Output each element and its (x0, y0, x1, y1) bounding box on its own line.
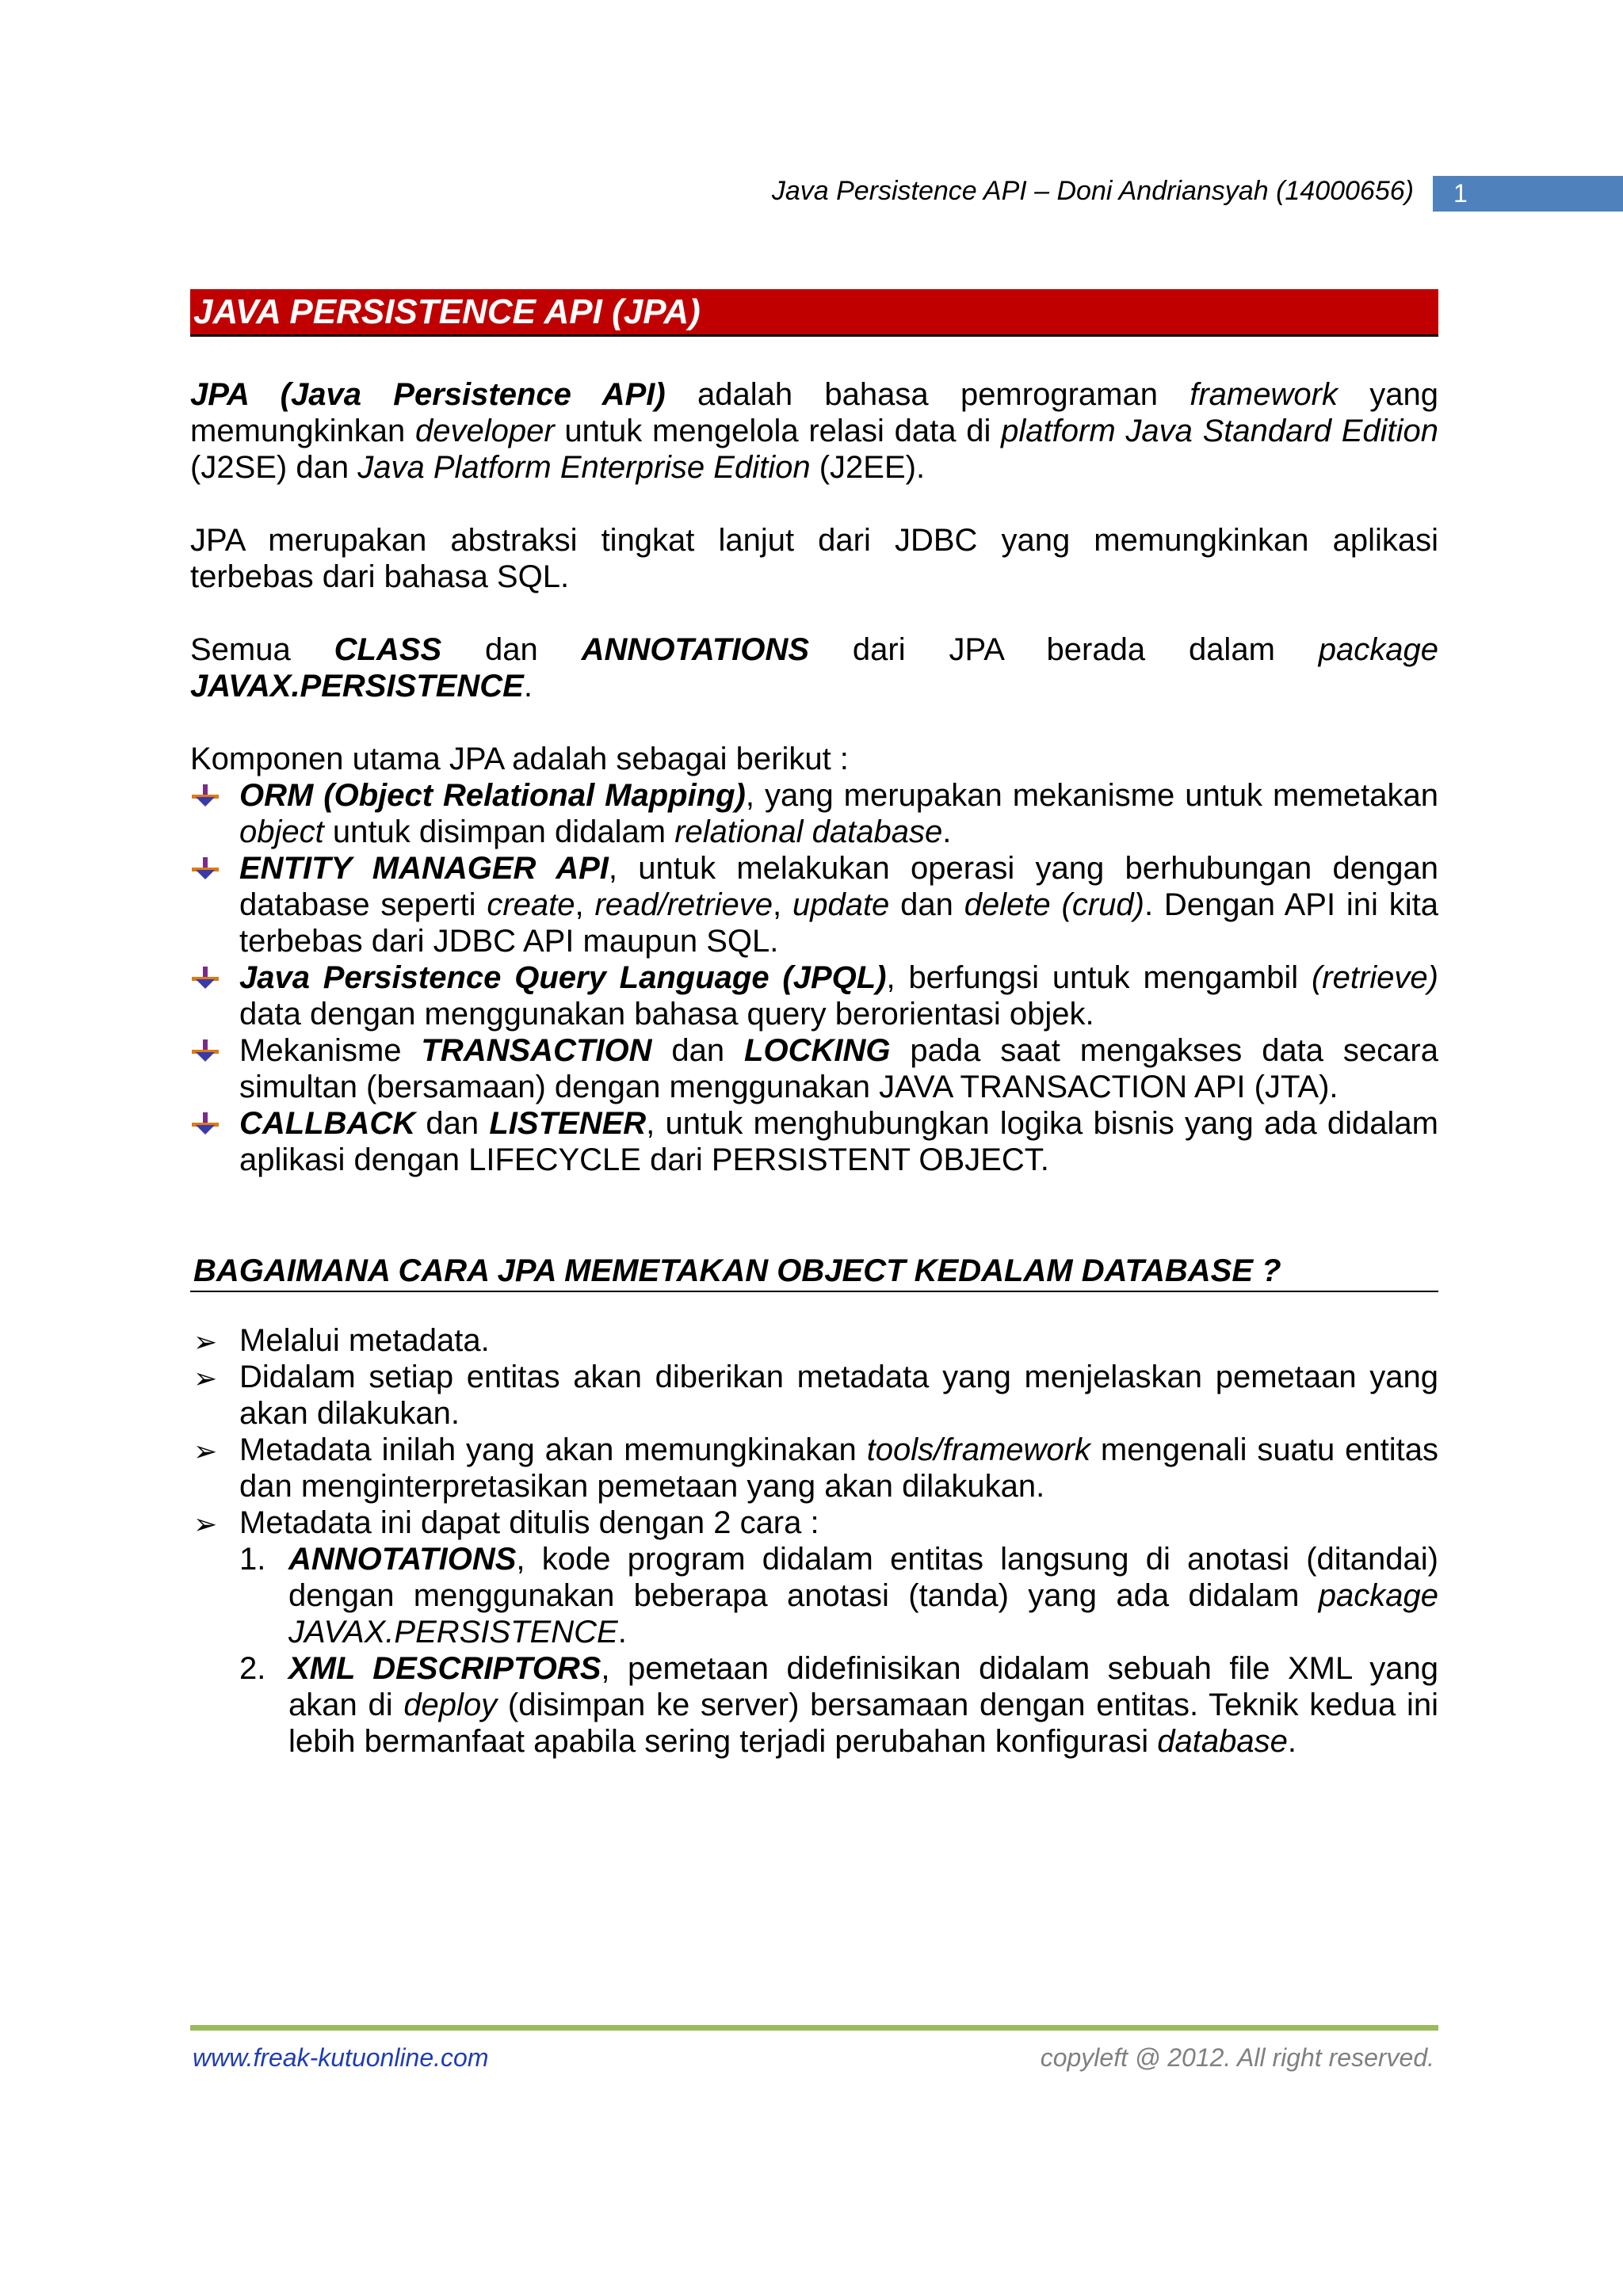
list-item: ➢ Melalui metadata. (193, 1323, 490, 1358)
intro-paragraph-line2: memungkinkan developer untuk mengelola relasi data di platform Java Standard Edition (190, 414, 1438, 448)
section-heading: BAGAIMANA CARA JPA MEMETAKAN OBJECT KEDALAM DATABASE ? (190, 1251, 1438, 1292)
document-body (190, 289, 1438, 1760)
mapping-list (190, 1322, 1438, 1541)
footer-divider (190, 2025, 1438, 2031)
list-item: ➢ Metadata ini dapat ditulis dengan 2 cara : (193, 1505, 819, 1540)
footer-website-link[interactable]: www.freak-kutuonline.com (193, 2043, 489, 2072)
document-title: JAVA PERSISTENCE API (JPA) (190, 289, 1438, 337)
intro-paragraph-line1: JPA (Java Persistence API) adalah bahasa pemrograman framework yang (190, 377, 1438, 412)
arrow-bullet-icon (192, 1039, 219, 1062)
chevron-right-icon: ➢ (193, 1435, 218, 1467)
arrow-bullet-icon (192, 967, 219, 989)
list-item: 1. ANNOTATIONS, kode program didalam entitas langsung di anotasi (ditandai) dengan menggunakan beberapa anotasi (tanda) yang ada didalam package JAVAX.PERSISTENCE. (239, 1542, 1438, 1650)
abstraction-paragraph-line2: terbebas dari bahasa SQL. (190, 559, 570, 594)
arrow-bullet-icon (192, 857, 219, 879)
arrow-bullet-icon (192, 1112, 219, 1135)
chevron-right-icon: ➢ (193, 1325, 218, 1358)
list-item: ORM (Object Relational Mapping), yang merupakan mekanisme untuk memetakan object untuk disimpan didalam relational database. (190, 777, 1438, 850)
footer-copyright: copyleft @ 2012. All right reserved. (1040, 2043, 1434, 2072)
list-item: Java Persistence Query Language (JPQL), berfungsi untuk mengambil (retrieve) data dengan menggunakan bahasa query berorientasi objek. (190, 959, 1438, 1032)
arrow-bullet-icon (192, 784, 219, 807)
components-list (190, 777, 1438, 1178)
chevron-right-icon: ➢ (193, 1508, 218, 1540)
list-item: CALLBACK dan LISTENER, untuk menghubungkan logika bisnis yang ada didalam aplikasi dengan LIFECYCLE dari PERSISTENT OBJECT. (190, 1105, 1438, 1178)
page-number: 1 (1433, 176, 1623, 212)
list-item: ➢ Metadata inilah yang akan memungkinakan tools/framework mengenali suatu entitas dan menginterpretasikan pemetaan yang akan dilakukan. (193, 1432, 1438, 1504)
list-item: 2. XML DESCRIPTORS, pemetaan didefinisikan didalam sebuah file XML yang akan di deploy (disimpan ke server) bersamaan dengan entitas. Teknik kedua ini lebih bermanfaat apabila sering terjadi perubahan konfigurasi database. (239, 1651, 1438, 1759)
chevron-right-icon: ➢ (193, 1362, 218, 1394)
package-paragraph-line1: Semua CLASS dan ANNOTATIONS dari JPA berada dalam package (190, 632, 1438, 667)
methods-list (190, 1541, 1438, 1760)
intro-paragraph-line3: (J2SE) dan Java Platform Enterprise Edition (J2EE). (190, 450, 926, 485)
list-item: ➢ Didalam setiap entitas akan diberikan metadata yang menjelaskan pemetaan yang akan dilakukan. (193, 1360, 1438, 1431)
package-paragraph-line2: JAVAX.PERSISTENCE. (190, 669, 533, 704)
list-item: ENTITY MANAGER API, untuk melakukan operasi yang berhubungan dengan database seperti create, read/retrieve, update dan delete (crud). Dengan API ini kita terbebas dari JDBC API maupun SQL. (190, 850, 1438, 959)
list-item: Mekanisme TRANSACTION dan LOCKING pada saat mengakses data secara simultan (bersamaan) dengan menggunakan JAVA TRANSACTION API (JTA). (190, 1032, 1438, 1105)
abstraction-paragraph-line1: JPA merupakan abstraksi tingkat lanjut dari JDBC yang memungkinkan aplikasi (190, 523, 1438, 558)
running-header: Java Persistence API – Doni Andriansyah (14000656) (771, 176, 1414, 206)
components-intro: Komponen utama JPA adalah sebagai berikut : (190, 742, 849, 776)
